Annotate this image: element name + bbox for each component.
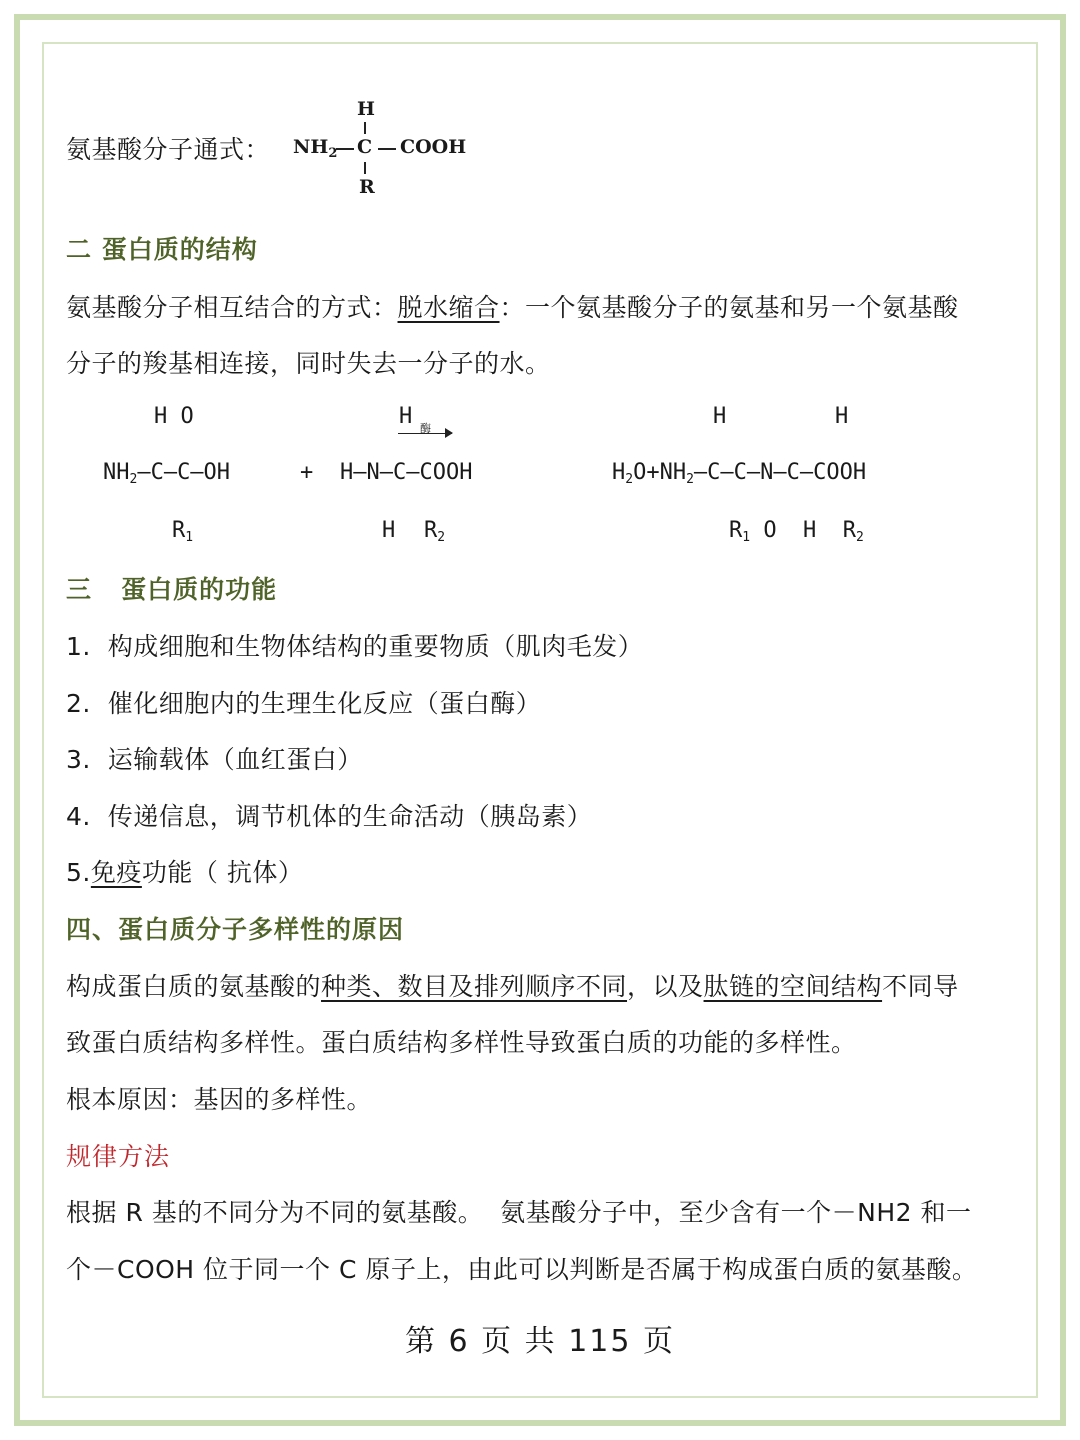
formula-h: H <box>357 98 375 120</box>
method-heading: 规律方法 <box>66 1142 171 1171</box>
function-item-5: 5.免疫功能（ 抗体） <box>66 858 304 887</box>
formula-bond-bottom <box>364 162 366 174</box>
formula-cooh: COOH <box>400 136 467 158</box>
page-number-footer: 第 6 页 共 115 页 <box>404 1324 676 1359</box>
section4-paragraph-line2: 致蛋白质结构多样性。蛋白质结构多样性导致蛋白质的功能的多样性。 <box>66 1028 857 1057</box>
formula-c: C <box>357 136 373 158</box>
function-item-3: 3. 运输载体（血红蛋白） <box>66 745 363 774</box>
reactant1-r-group: $R_1$ <box>172 518 194 545</box>
function-item-1: 1. 构成细胞和生物体结构的重要物质（肌肉毛发） <box>66 632 644 661</box>
section2-paragraph-line1: 氨基酸分子相互结合的方式：脱水缩合：一个氨基酸分子的氨基和另一个氨基酸 <box>66 293 959 322</box>
formula-r: R <box>359 176 375 198</box>
formula-bond-top <box>364 122 366 134</box>
formula-bond-right <box>378 148 396 150</box>
plus-sign: + <box>300 460 314 485</box>
section4-paragraph-line1: 构成蛋白质的氨基酸的种类、数目及排列顺序不同，以及肽链的空间结构不同导 <box>66 972 959 1001</box>
reactant2-top-h: H <box>399 404 413 429</box>
formula-nh2: $NH_2$ <box>293 136 338 161</box>
reactant2-main-chain: H—N—C—COOH <box>340 460 473 485</box>
function-item-4: 4. 传递信息，调节机体的生命活动（胰岛素） <box>66 802 593 831</box>
reaction-arrow-head <box>445 428 453 438</box>
enzyme-label: 酶 <box>420 422 431 435</box>
product-top-h2: H <box>835 404 849 429</box>
reactant2-r-group: $R_2$ <box>424 518 446 545</box>
reaction-arrow <box>398 433 452 434</box>
general-formula-label: 氨基酸分子通式： <box>66 135 271 164</box>
section2-paragraph-line2: 分子的羧基相连接，同时失去一分子的水。 <box>66 349 551 378</box>
reactant1-main-chain: $NH_2—C—C—OH$ <box>103 460 231 487</box>
formula-bond-left <box>336 148 354 150</box>
method-paragraph-line1: 根据 R 基的不同分为不同的氨基酸。 氨基酸分子中，至少含有一个－NH2 和一 <box>66 1198 972 1227</box>
method-paragraph-line2: 个－COOH 位于同一个 C 原子上，由此可以判断是否属于构成蛋白质的氨基酸。 <box>66 1255 978 1284</box>
reactant1-top-atoms: H O <box>154 404 194 429</box>
product-main-chain: $H_2O+NH_2—C—C—N—C—COOH$ <box>612 460 867 487</box>
section2-heading: 二 蛋白质的结构 <box>66 235 258 264</box>
general-formula-structure <box>290 96 470 200</box>
product-bottom-groups: $R_1$ O H $R_2$ <box>729 518 864 545</box>
section4-root-cause: 根本原因：基因的多样性。 <box>66 1085 373 1114</box>
section3-heading: 三 蛋白质的功能 <box>66 575 278 604</box>
reactant2-bottom-h: H <box>382 518 396 543</box>
function-item-2: 2. 催化细胞内的生理生化反应（蛋白酶） <box>66 689 542 718</box>
section4-heading: 四、蛋白质分子多样性的原因 <box>66 915 405 944</box>
product-top-h1: H <box>713 404 727 429</box>
